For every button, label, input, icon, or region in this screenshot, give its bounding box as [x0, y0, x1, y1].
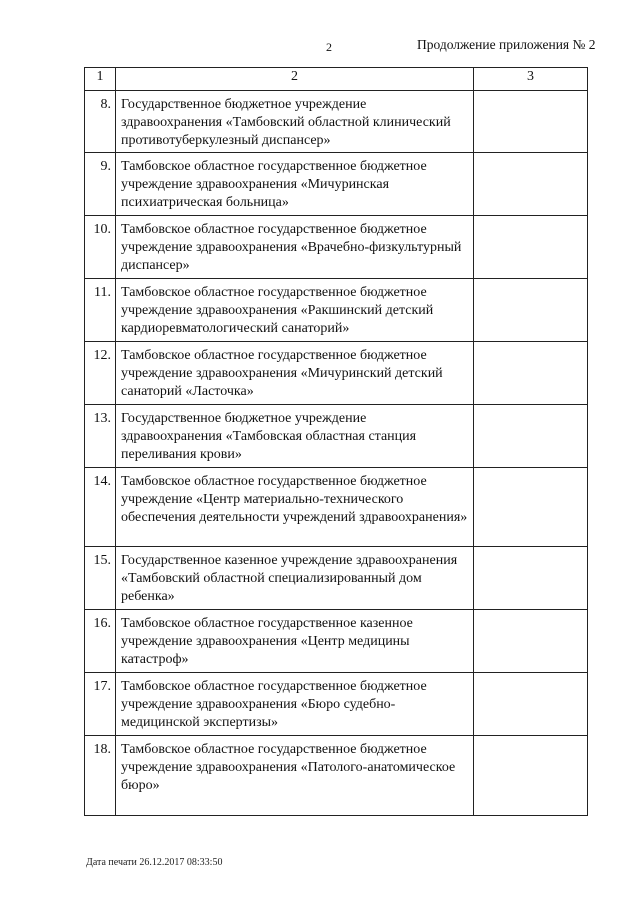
table-row: [85, 736, 588, 816]
institution-name: Государственное бюджетное учреждение здравоохранения «Тамбовский областной клинический противотуберкулезный диспансер»: [116, 91, 474, 153]
table-row: [85, 153, 588, 216]
institution-name: Государственное бюджетное учреждение здравоохранения «Тамбовская областная станция переливания крови»: [116, 405, 474, 468]
column-3-cell: [474, 547, 588, 610]
row-number: 12.: [85, 342, 116, 405]
print-date: Дата печати 26.12.2017 08:33:50: [86, 857, 223, 868]
row-number: 14.: [85, 468, 116, 547]
institution-name: Тамбовское областное государственное бюджетное учреждение здравоохранения «Врачебно-физкультурный диспансер»: [116, 216, 474, 279]
institution-name: Тамбовское областное государственное бюджетное учреждение здравоохранения «Бюро судебно-медицинской экспертизы»: [116, 673, 474, 736]
column-3-cell: [474, 673, 588, 736]
table-row: [85, 279, 588, 342]
column-3-cell: [474, 736, 588, 816]
column-3-cell: [474, 468, 588, 547]
column-header: 1: [85, 68, 116, 91]
column-3-cell: [474, 216, 588, 279]
table-row: [85, 468, 588, 547]
table-row: [85, 342, 588, 405]
column-3-cell: [474, 153, 588, 216]
appendix-continuation-label: Продолжение приложения № 2: [417, 37, 596, 52]
table-row: [85, 673, 588, 736]
institution-name: Тамбовское областное государственное бюджетное учреждение «Центр материально-технического обеспечения деятельности учреждений здравоохранения»: [116, 468, 474, 547]
column-3-cell: [474, 91, 588, 153]
row-number: 10.: [85, 216, 116, 279]
column-header: 3: [474, 68, 588, 91]
row-number: 9.: [85, 153, 116, 216]
column-3-cell: [474, 279, 588, 342]
table-header-row: [85, 68, 588, 91]
column-3-cell: [474, 342, 588, 405]
institution-name: Тамбовское областное государственное бюджетное учреждение здравоохранения «Мичуринский детский санаторий «Ласточка»: [116, 342, 474, 405]
row-number: 16.: [85, 610, 116, 673]
row-number: 15.: [85, 547, 116, 610]
institution-name: Тамбовское областное государственное бюджетное учреждение здравоохранения «Мичуринская психиатрическая больница»: [116, 153, 474, 216]
institution-name: Государственное казенное учреждение здравоохранения «Тамбовский областной специализированный дом ребенка»: [116, 547, 474, 610]
institution-name: Тамбовское областное государственное бюджетное учреждение здравоохранения «Ракшинский детский кардиоревматологический санаторий»: [116, 279, 474, 342]
row-number: 18.: [85, 736, 116, 816]
institutions-table: [84, 67, 588, 816]
page-number: 2: [326, 40, 332, 54]
institution-name: Тамбовское областное государственное бюджетное учреждение здравоохранения «Патолого-анатомическое бюро»: [116, 736, 474, 816]
row-number: 17.: [85, 673, 116, 736]
table-row: [85, 91, 588, 153]
row-number: 11.: [85, 279, 116, 342]
table-row: [85, 547, 588, 610]
table-row: [85, 405, 588, 468]
table-row: [85, 216, 588, 279]
column-3-cell: [474, 610, 588, 673]
table-row: [85, 610, 588, 673]
column-3-cell: [474, 405, 588, 468]
row-number: 8.: [85, 91, 116, 153]
column-header: 2: [116, 68, 474, 91]
row-number: 13.: [85, 405, 116, 468]
institution-name: Тамбовское областное государственное казенное учреждение здравоохранения «Центр медицины катастроф»: [116, 610, 474, 673]
